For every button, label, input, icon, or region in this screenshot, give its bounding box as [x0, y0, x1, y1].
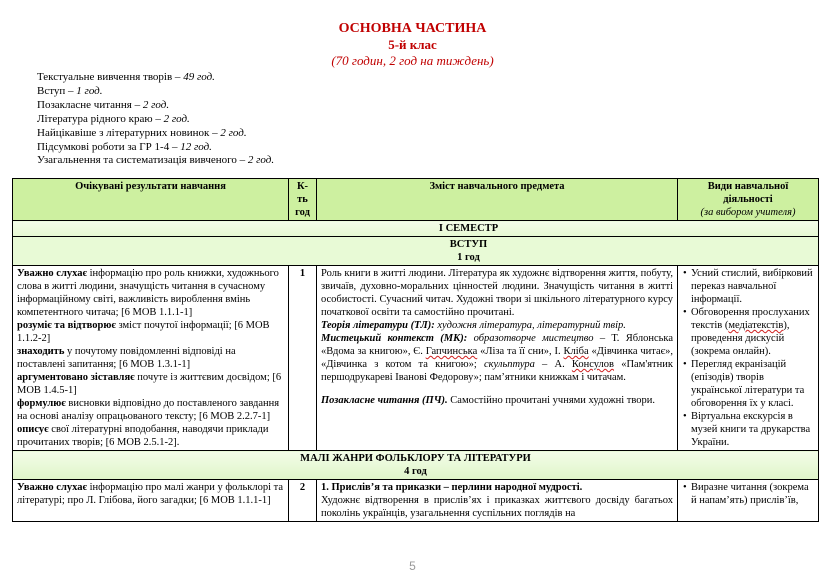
page-number: 5: [409, 559, 416, 573]
col-header-hours: К- ть год: [289, 179, 317, 221]
activities-cell: [678, 480, 819, 522]
semester-label: І СЕМЕСТР: [13, 221, 819, 237]
activities-cell: [678, 266, 819, 451]
content-cell: 1. Прислів’я та приказки – перлини народної мудрості. Художнє відтворення в прислів’ях і приказках життєвого досвіду багатьох поколінь українців, узагальнення суспільних поглядів на: [317, 480, 678, 522]
activities-list: [682, 267, 814, 449]
activity-item: • Усний стислий, вибірковий переказ навчальної інформації.: [691, 267, 814, 306]
activity-item: • Віртуальна екскурсія в музей книги та друкарства України.: [691, 410, 814, 449]
table-header: [13, 179, 819, 221]
hours-cell: 2: [289, 480, 317, 522]
section-heading: [0, 20, 825, 69]
activity-item: • Виразне читання (зокрема й напам’ять) прислів’їв,: [691, 481, 814, 507]
section-hours: 1 год: [457, 252, 480, 263]
results-cell: Уважно слухає інформацію про малі жанри у фольклорі та літературі; про Л. Глібова, його загадки; [6 МОВ 1.1.1-1]: [13, 480, 289, 522]
summary-item: Найцікавіше з літературних новинок – 2 год.: [37, 126, 247, 139]
hours-summary: [37, 71, 274, 168]
table-row: [13, 266, 819, 451]
activity-item: • Обговорення прослуханих текстів (медіатекстів), проведення дискусій (зокрема онлайн).: [691, 306, 814, 358]
activities-list: [682, 481, 814, 507]
summary-item: Позакласне читання – 2 год.: [37, 98, 170, 111]
section-title: МАЛІ ЖАНРИ ФОЛЬКЛОРУ ТА ЛІТЕРАТУРИ: [300, 453, 531, 464]
col-header-results: Очікувані результати навчання: [13, 179, 289, 221]
grade-label: 5-й клас: [388, 37, 437, 52]
results-cell: Уважно слухає інформацію про роль книжки, художнього слова в житті людини, значущість читання в сучасному інформаційному світі, важливість вироблення вмінь компетентного читача; [6 МОВ 1.1.1-1] розуміє та відтворює зміст почутої інформації; [6 МОВ 1.1.2-2] знаходить у почутому повідомленні відповіді на поставлені запитання; [6 МОВ 1.3.1-1] аргументовано зіставляє почуте із життєвим досвідом; [6 МОВ 1.4.5-1] формулює висновки відповідно до поставленого завдання на основі аналізу опрацьованого тексту; [6 МОВ 2.2.7-1] описує свої літературні вподобання, наводячи приклади прочитаних творів; [6 МОВ 2.5.1-2].: [13, 266, 289, 451]
summary-item: Текстуальне вивчення творів – 49 год.: [37, 71, 215, 83]
curriculum-table: [12, 178, 819, 522]
summary-item: Література рідного краю – 2 год.: [37, 112, 190, 125]
section-row-intro: [13, 237, 819, 266]
semester-row: [13, 221, 819, 237]
summary-item: Вступ – 1 год.: [37, 84, 103, 97]
col-header-content: Зміст навчального предмета: [317, 179, 678, 221]
content-cell: Роль книги в житті людини. Література як художнє відтворення життя, побуту, звичаїв, духовно-моральних цінностей людини. Значущість читання в житті особистості. Сучасний читач. Художні твори зі шкільного літературного курсу початкової освіти та самостійно прочитані. Теорія літератури (ТЛ): художня література, літературний твір. Мистецький контекст (МК): образотворче мистецтво – Т. Яблонська «Вдома за книгою», Є. Гапчинська «Ліза та її сни», І. Кліба «Дівчинка читає», «Дівчинка з котом та книгою»; скульптура – А. Консулов «Пам'ятник першодрукареві Іванові Федорову»; пам’ятники книжкам і читачам. Позакласне читання (ПЧ). Самостійно прочитані учнями художні твори.: [317, 266, 678, 451]
section-hours: 4 год: [404, 466, 427, 477]
section-title: ВСТУП: [449, 239, 488, 250]
summary-item: Підсумкові роботи за ГР 1-4 – 12 год.: [37, 140, 212, 153]
col-header-activities: Види навчальної діяльності (за вибором учителя): [678, 179, 819, 221]
section-row-folklore: [13, 451, 819, 480]
page-title: ОСНОВНА ЧАСТИНА: [338, 21, 487, 36]
summary-item: Узагальнення та систематизація вивченого – 2 год.: [37, 154, 275, 167]
hours-note: (70 годин, 2 год на тиждень): [331, 53, 494, 68]
table-row: [13, 480, 819, 522]
activity-item: • Перегляд екранізацій (епізодів) творів української літератури та обговорення їх у класі.: [691, 358, 814, 410]
hours-cell: 1: [289, 266, 317, 451]
